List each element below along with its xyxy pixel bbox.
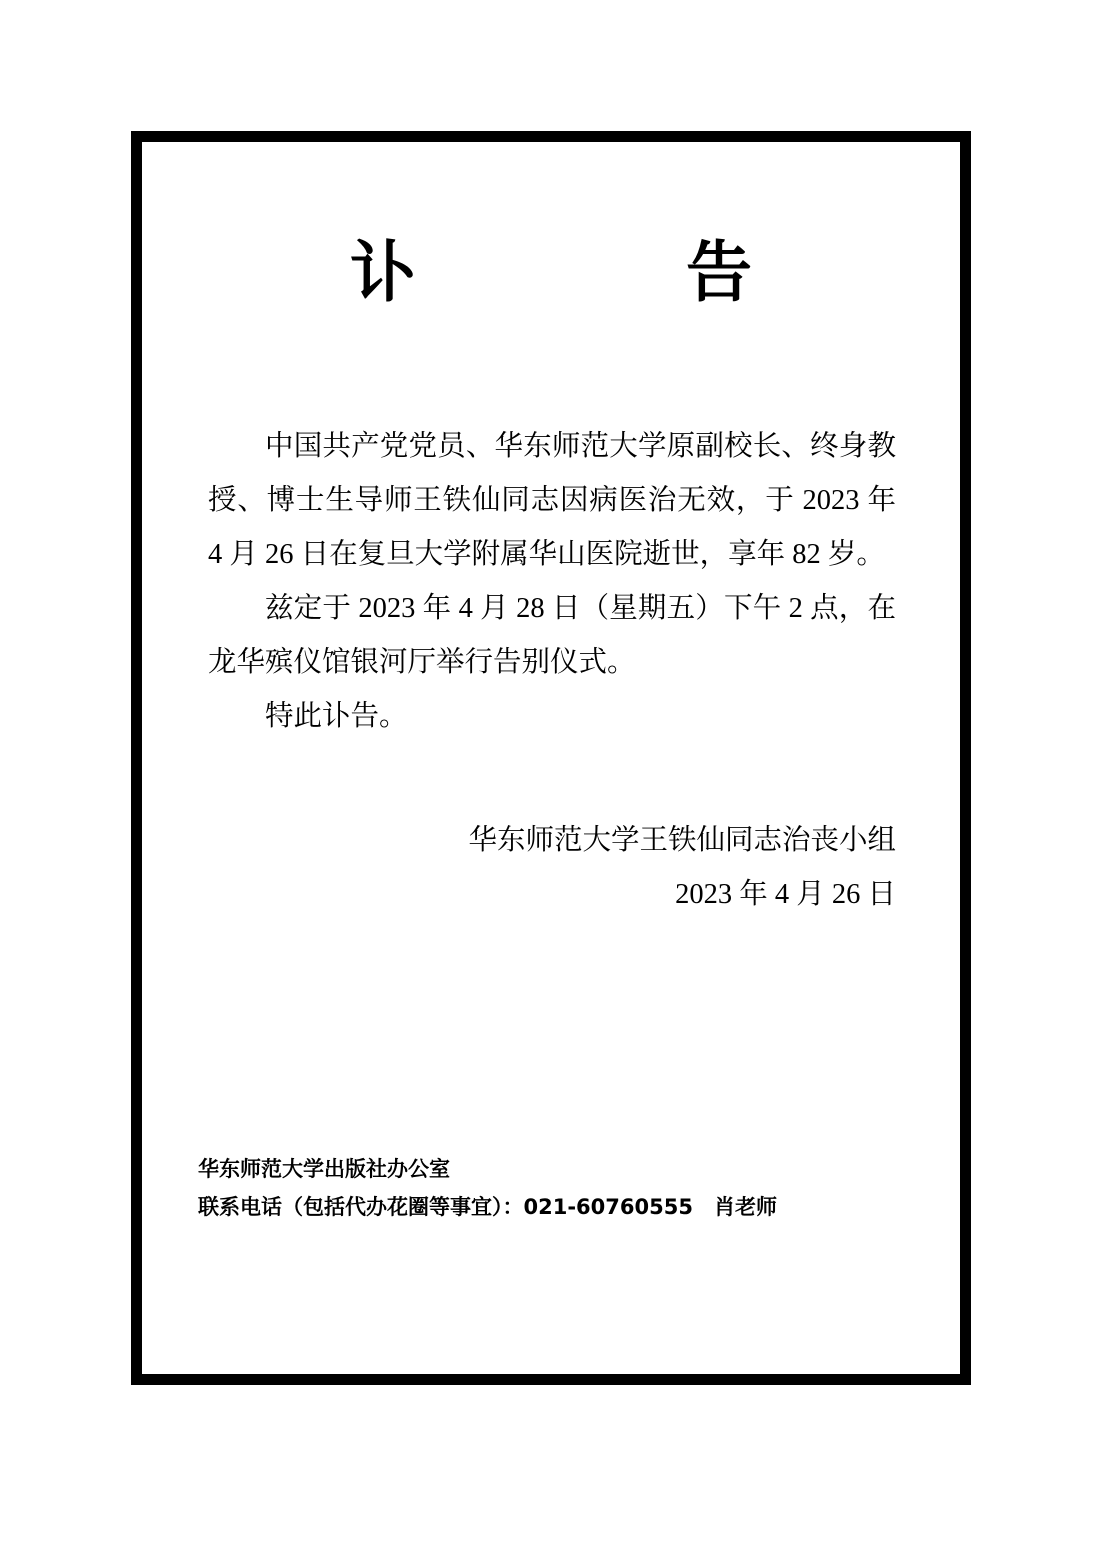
footer-contact-phone: 联系电话（包括代办花圈等事宜）：021-60760555 肖老师 <box>198 1195 777 1219</box>
paragraph-closing: 特此讣告。 <box>265 700 408 732</box>
signature-date: 2023 年 4 月 26 日 <box>675 878 896 910</box>
footer-contact-block <box>198 1150 777 1226</box>
footer-office-name: 华东师范大学出版社办公室 <box>198 1157 450 1181</box>
page-title: 讣 告 <box>350 234 798 311</box>
notice-body <box>198 420 904 744</box>
signature-block <box>198 814 904 922</box>
signature-organization: 华东师范大学王铁仙同志治丧小组 <box>468 824 896 856</box>
paragraph-ceremony-details: 兹定于 2023 年 4 月 28 日（星期五）下午 2 点，在龙华殡仪馆银河厅举行告别仪式。 <box>208 592 896 678</box>
obituary-notice-frame <box>131 131 971 1385</box>
paragraph-death-announcement: 中国共产党党员、华东师范大学原副校长、终身教授、博士生导师王铁仙同志因病医治无效，于 2023 年 4 月 26 日在复旦大学附属华山医院逝世，享年 82 岁。 <box>208 430 896 570</box>
notice-inner <box>142 142 960 1374</box>
